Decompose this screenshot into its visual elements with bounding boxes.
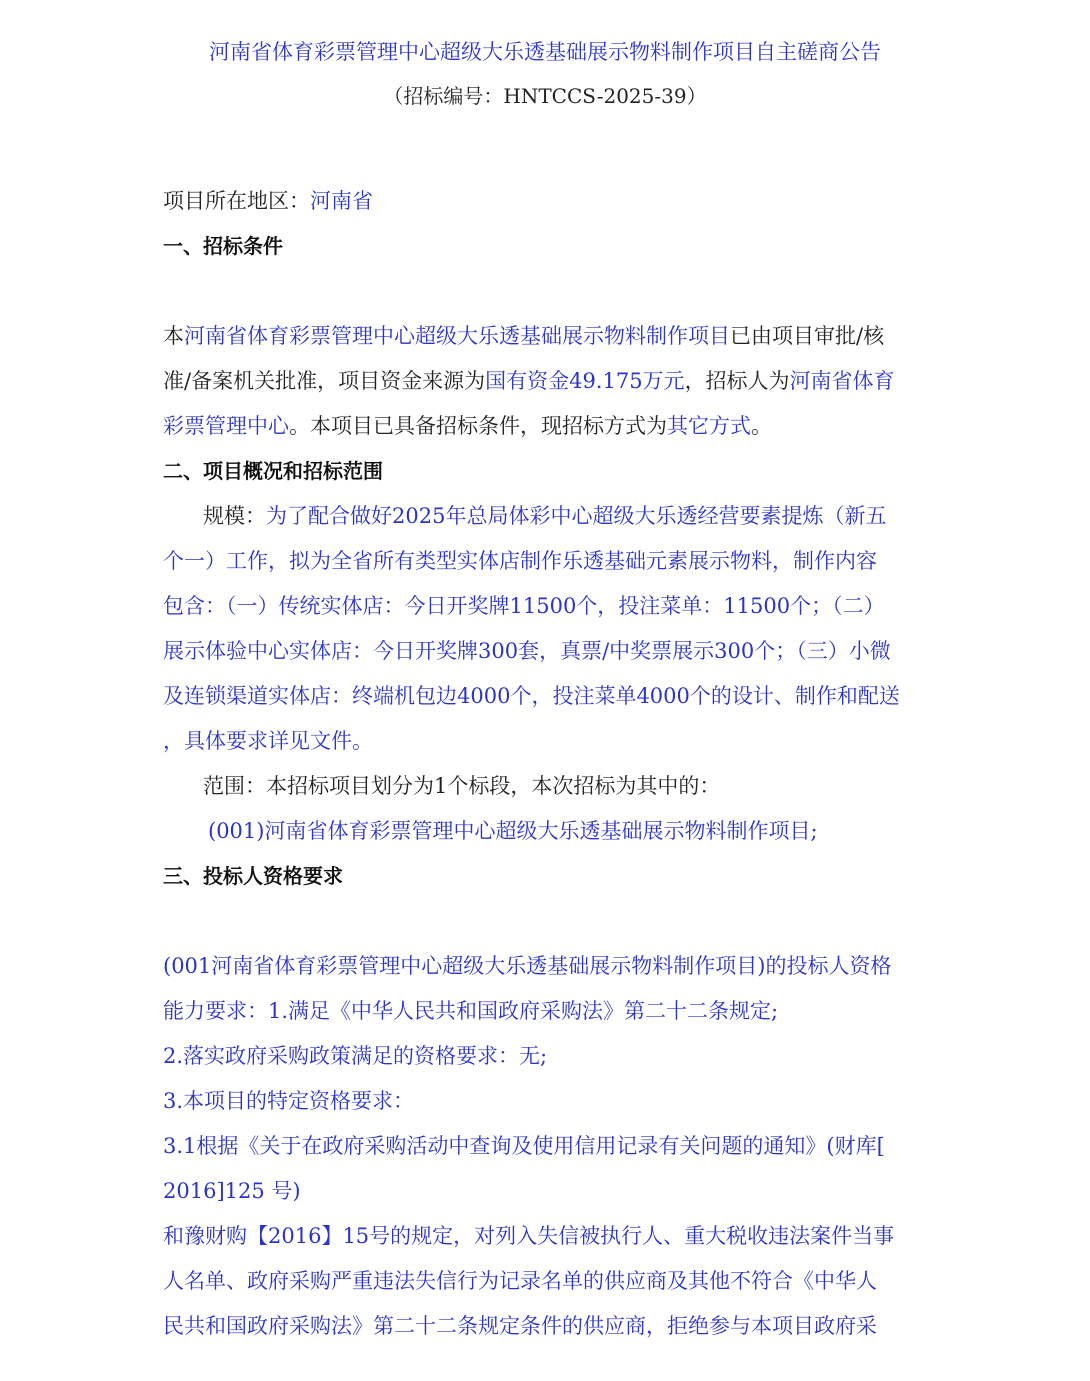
section1-line-1 xyxy=(163,321,884,351)
project-name: 河南省体育彩票管理中心超级大乐透基础展示物料制作项目 xyxy=(184,324,730,348)
section1-line-2 xyxy=(163,366,895,396)
page-title: 河南省体育彩票管理中心超级大乐透基础展示物料制作项目自主磋商公告 xyxy=(209,40,881,64)
tender-method: 其它方式 xyxy=(667,414,751,438)
text-segment: 已由项目审批/核 xyxy=(730,324,885,348)
section2-heading: 二、项目概况和招标范围 xyxy=(163,459,383,483)
qualification-line-4: 3.本项目的特定资格要求： xyxy=(163,1089,415,1113)
tenderer-name-cont: 彩票管理中心 xyxy=(163,414,289,438)
qualification-line-1: (001河南省体育彩票管理中心超级大乐透基础展示物料制作项目)的投标人资格 xyxy=(163,954,892,978)
scale-line-4: 展示体验中心实体店：今日开奖牌300套，真票/中奖票展示300个；（三）小微 xyxy=(163,639,891,663)
qualification-line-9: 民共和国政府采购法》第二十二条规定条件的供应商，拒绝参与本项目政府采 xyxy=(163,1314,877,1338)
text-segment: 。本项目已具备招标条件，现招标方式为 xyxy=(289,414,667,438)
scale-line-3: 包含：（一）传统实体店：今日开奖牌11500个，投注菜单：11500个；（二） xyxy=(163,594,885,618)
qualification-line-6: 2016]125 号) xyxy=(163,1179,301,1203)
qualification-line-8: 人名单、政府采购严重违法失信行为记录名单的供应商及其他不符合《中华人 xyxy=(163,1269,877,1293)
qualification-line-3: 2.落实政府采购政策满足的资格要求：无; xyxy=(163,1044,548,1068)
scale-line-5: 及连锁渠道实体店：终端机包边4000个，投注菜单4000个的设计、制作和配送 xyxy=(163,684,900,708)
scale-text: 为了配合做好2025年总局体彩中心超级大乐透经营要素提炼（新五 xyxy=(266,504,887,528)
text-segment: 本 xyxy=(163,324,184,348)
qualification-line-5: 3.1根据《关于在政府采购活动中查询及使用信用记录有关问题的通知》(财库[ xyxy=(163,1134,885,1158)
section1-heading: 一、招标条件 xyxy=(163,234,283,258)
region-value: 河南省 xyxy=(310,189,373,213)
text-segment: 。 xyxy=(751,414,772,438)
qualification-line-7: 和豫财购【2016】15号的规定，对列入失信被执行人、重大税收违法案件当事 xyxy=(163,1224,895,1248)
lot-text: (001)河南省体育彩票管理中心超级大乐透基础展示物料制作项目; xyxy=(208,819,818,843)
section1-line-3 xyxy=(163,411,772,441)
region-label: 项目所在地区： xyxy=(163,189,310,213)
scale-label: 规模： xyxy=(203,504,266,528)
fund-source: 国有资金49.175万元 xyxy=(485,369,685,393)
tenderer-name: 河南省体育 xyxy=(789,369,895,393)
text-segment: ，招标人为 xyxy=(684,369,790,393)
qualification-line-2: 能力要求：1.满足《中华人民共和国政府采购法》第二十二条规定; xyxy=(163,999,779,1023)
scale-line-6: ，具体要求详见文件。 xyxy=(163,729,373,753)
text-segment: 准/备案机关批准，项目资金来源为 xyxy=(163,369,486,393)
scale-line-1 xyxy=(203,501,886,531)
scale-line-2: 个一）工作，拟为全省所有类型实体店制作乐透基础元素展示物料，制作内容 xyxy=(163,549,877,573)
tender-number: （招标编号：HNTCCS-2025-39） xyxy=(383,84,707,108)
section3-heading: 三、投标人资格要求 xyxy=(163,864,343,888)
region-line xyxy=(163,186,373,216)
range-text: 范围：本招标项目划分为1个标段，本次招标为其中的： xyxy=(203,774,721,798)
